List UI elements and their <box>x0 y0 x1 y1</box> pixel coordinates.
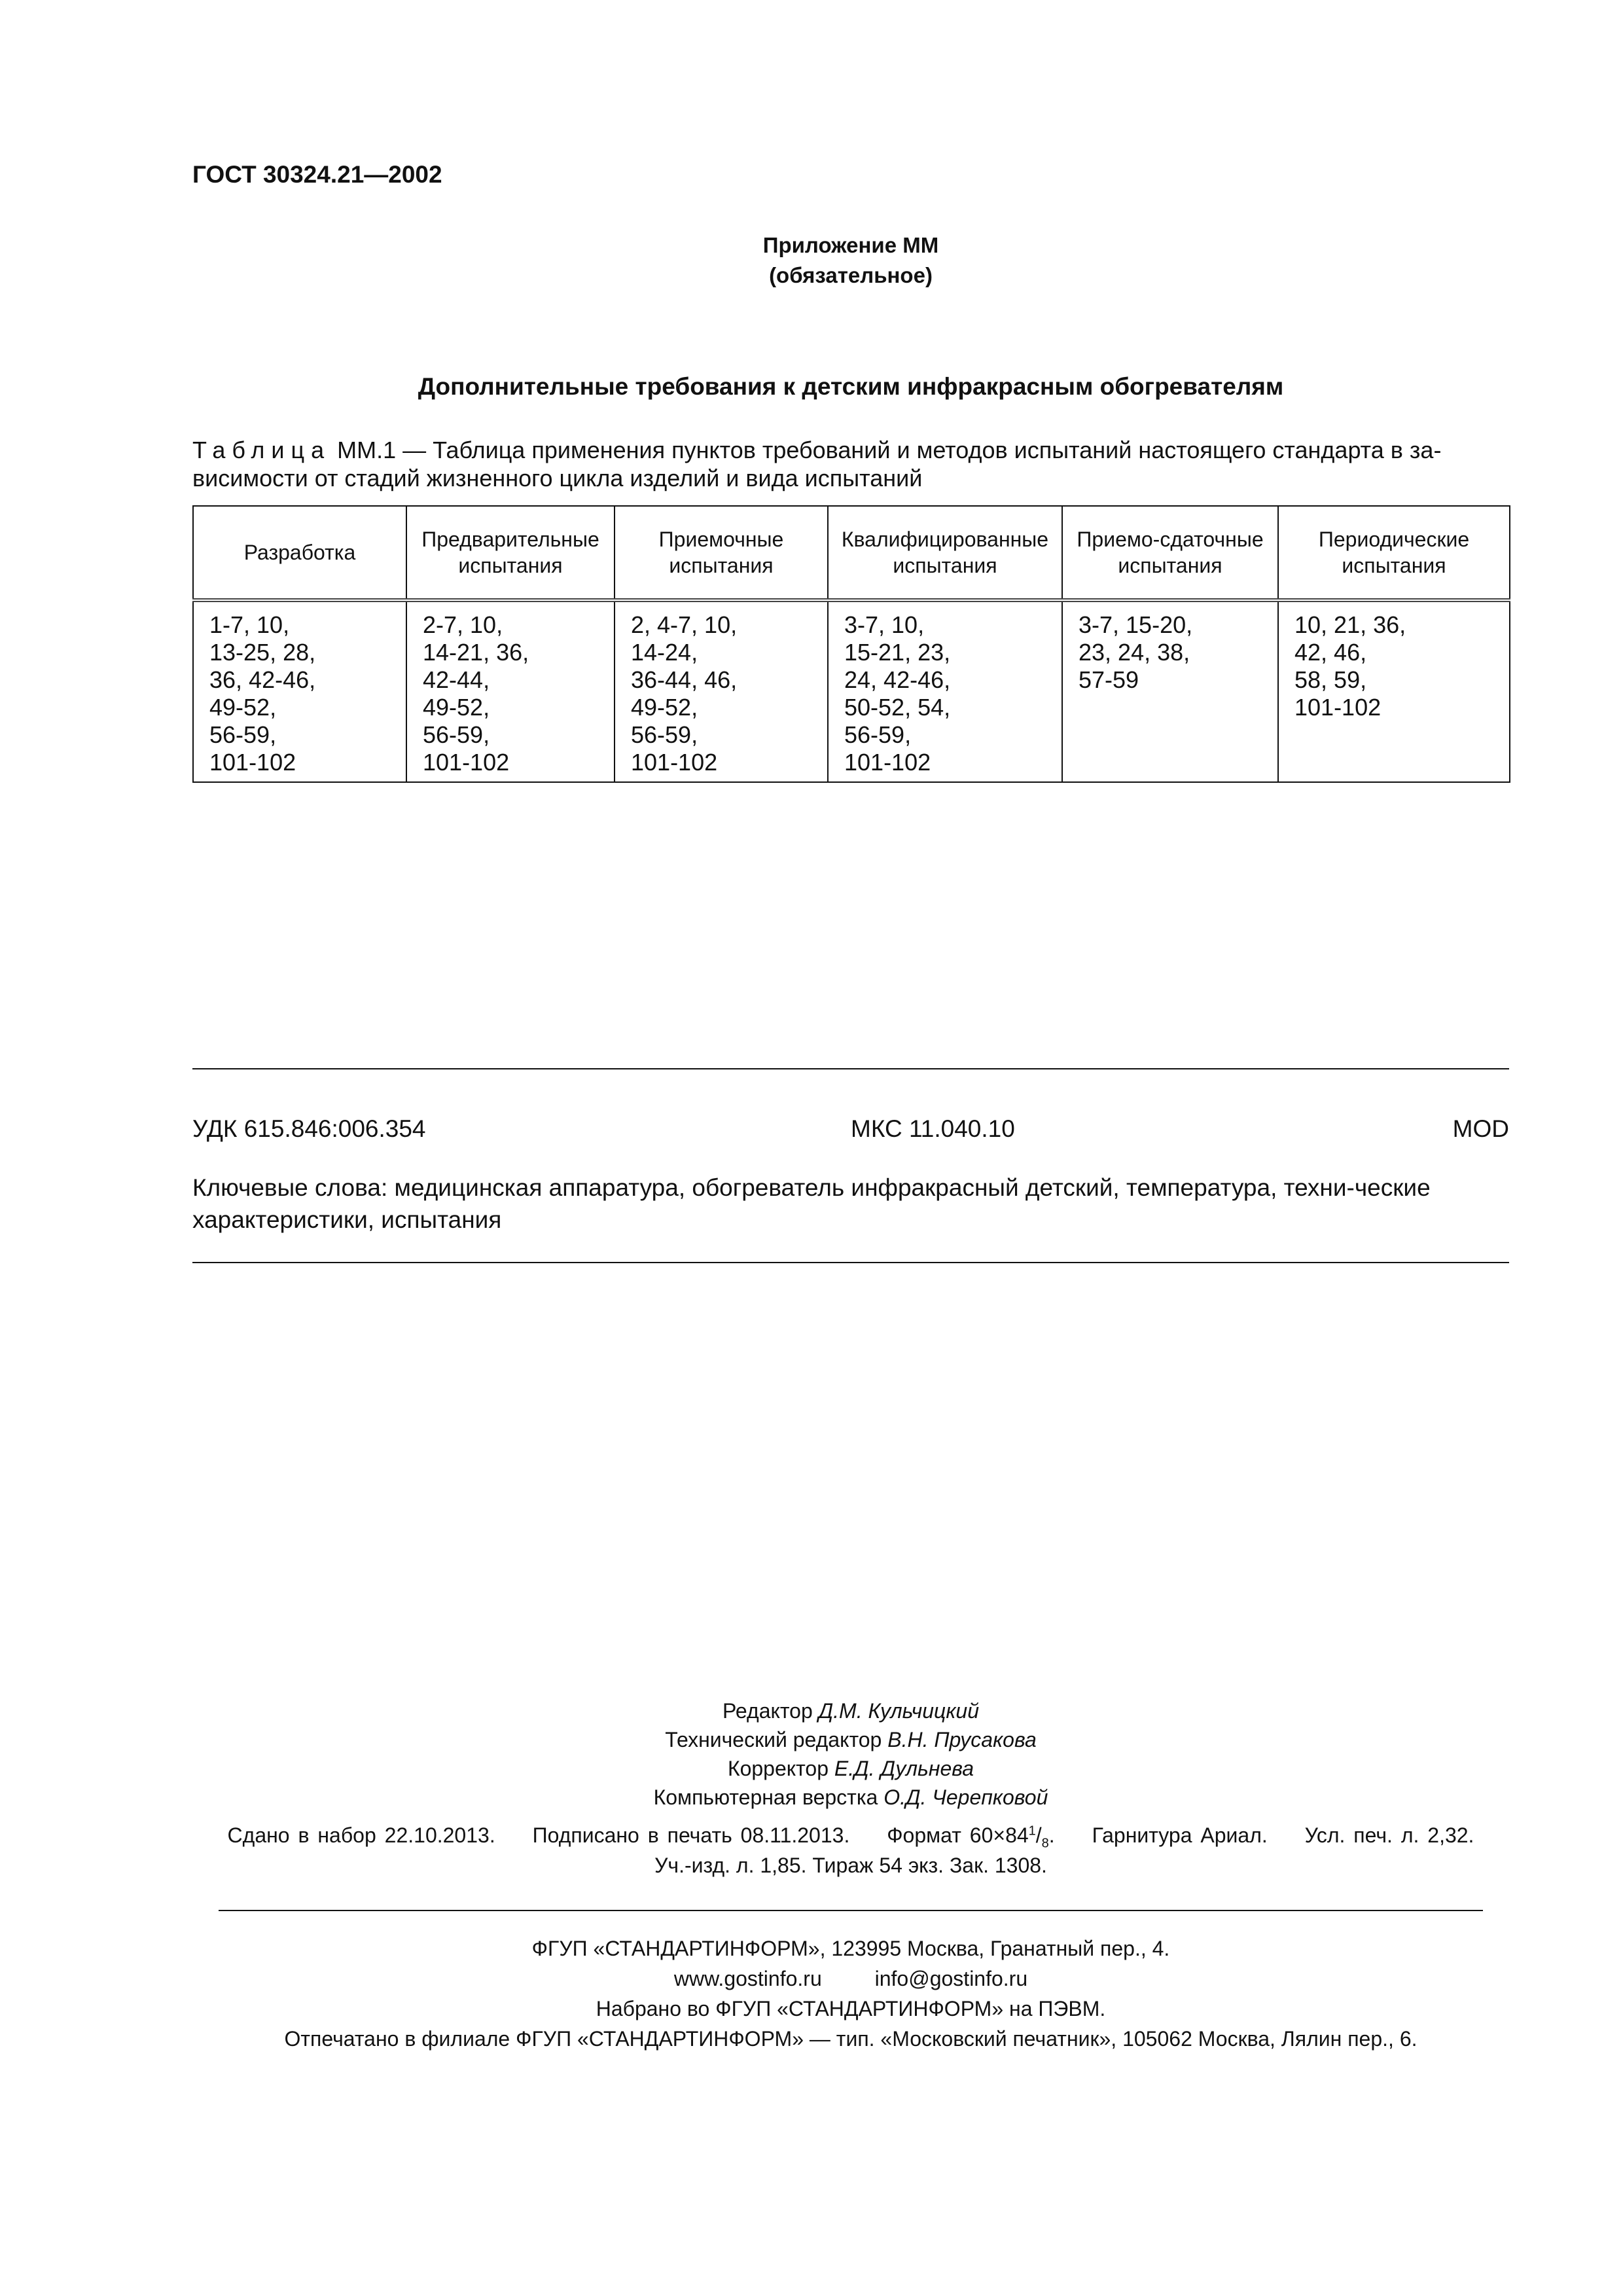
cell-line: 58, 59, <box>1294 666 1367 693</box>
printed-info: Отпечатано в филиале ФГУП «СТАНДАРТИНФОРМ» — тип. «Московский печатник», 105062 Москва, Лялин пер., 6. <box>284 2027 1418 2051</box>
print-sheets: Усл. печ. л. 2,32. <box>1304 1823 1474 1847</box>
print-info <box>192 1823 1509 1851</box>
cell-line: 101-102 <box>844 749 931 776</box>
column-header: Приемочные испытания <box>615 506 828 600</box>
annex-title: Приложение ММ <box>762 233 939 257</box>
publisher-info <box>192 1933 1509 2054</box>
submitted-date: Сдано в набор 22.10.2013. <box>227 1823 495 1847</box>
table-header-row <box>193 506 1510 600</box>
annex-status: (обязательное) <box>769 263 933 287</box>
cell-line: 2-7, 10, <box>423 611 503 638</box>
table-cell <box>406 600 615 782</box>
email-link[interactable]: info@gostinfo.ru <box>874 1967 1028 1990</box>
section-title: Дополнительные требования к детским инфракрасным обогревателям <box>418 373 1284 400</box>
cell-line: 49-52, <box>423 694 490 721</box>
publisher-contacts <box>192 1964 1509 1994</box>
publisher-address: ФГУП «СТАНДАРТИНФОРМ», 123995 Москва, Гранатный пер., 4. <box>531 1937 1170 1960</box>
cell-line: 56-59, <box>631 721 698 748</box>
requirements-table <box>192 505 1510 783</box>
table-row <box>193 600 1510 782</box>
cell-line: 36, 42-46, <box>209 666 316 693</box>
cell-line: 50-52, 54, <box>844 694 951 721</box>
table-cell <box>615 600 828 782</box>
column-header: Предварительные испытания <box>406 506 615 600</box>
cell-line: 13-25, 28, <box>209 639 316 666</box>
cell-line: 14-21, 36, <box>423 639 529 666</box>
credits <box>524 1696 1178 1812</box>
cell-line: 56-59, <box>423 721 490 748</box>
cell-line: 1-7, 10, <box>209 611 290 638</box>
divider <box>219 1910 1483 1911</box>
cell-line: 2, 4-7, 10, <box>631 611 738 638</box>
cell-line: 36-44, 46, <box>631 666 738 693</box>
typeface-info: Гарнитура Ариал. <box>1092 1823 1268 1847</box>
column-header: Периодические испытания <box>1278 506 1510 600</box>
cell-line: 15-21, 23, <box>844 639 951 666</box>
cell-line: 101-102 <box>423 749 510 776</box>
cell-line: 23, 24, 38, <box>1079 639 1190 666</box>
column-header: Квалифицированные испытания <box>828 506 1062 600</box>
format-info: Формат $60\times 84^1/_8$. <box>887 1823 1055 1851</box>
credit-corrector: Корректор Е.Д. Дульнева <box>727 1757 974 1780</box>
table-caption-label: Таблица <box>192 437 331 463</box>
cell-line: 42, 46, <box>1294 639 1367 666</box>
credit-tech-editor: Технический редактор В.Н. Прусакова <box>665 1728 1037 1751</box>
cell-line: 10, 21, 36, <box>1294 611 1406 638</box>
print-info-line2: Уч.-изд. л. 1,85. Тираж 54 экз. Зак. 1308. <box>654 1854 1047 1877</box>
column-header: Приемо-сдаточные испытания <box>1062 506 1278 600</box>
cell-line: 101-102 <box>631 749 718 776</box>
cell-line: 57-59 <box>1079 666 1139 693</box>
cell-line: 56-59, <box>209 721 277 748</box>
mks-code: МКС 11.040.10 <box>851 1115 1015 1142</box>
table-cell <box>828 600 1062 782</box>
keywords: Ключевые слова: медицинская аппаратура, обогреватель инфракрасный детский, температура, техни-ческие характеристики, испытания <box>192 1174 1431 1233</box>
credit-layout: Компьютерная верстка О.Д. Черепковой <box>653 1785 1048 1809</box>
table-cell <box>1278 600 1510 782</box>
cell-line: 42-44, <box>423 666 490 693</box>
cell-line: 3-7, 15-20, <box>1079 611 1193 638</box>
cell-line: 101-102 <box>1294 694 1382 721</box>
column-header: Разработка <box>193 506 406 600</box>
annex-heading <box>654 230 1047 291</box>
signed-date: Подписано в печать 08.11.2013. <box>532 1823 850 1847</box>
divider <box>192 1068 1509 1069</box>
cell-line: 24, 42-46, <box>844 666 951 693</box>
udk-code: УДК 615.846:006.354 <box>192 1115 426 1142</box>
cell-line: 3-7, 10, <box>844 611 925 638</box>
cell-line: 49-52, <box>631 694 698 721</box>
document-code: ГОСТ 30324.21—2002 <box>192 161 442 188</box>
divider <box>192 1262 1509 1263</box>
cell-line: 56-59, <box>844 721 912 748</box>
mod-label: MOD <box>1452 1115 1509 1142</box>
cell-line: 101-102 <box>209 749 296 776</box>
table-cell <box>193 600 406 782</box>
cell-line: 14-24, <box>631 639 698 666</box>
website-link[interactable]: www.gostinfo.ru <box>673 1967 822 1990</box>
cell-line: 49-52, <box>209 694 277 721</box>
typeset-info: Набрано во ФГУП «СТАНДАРТИНФОРМ» на ПЭВМ. <box>596 1997 1106 2020</box>
table-cell <box>1062 600 1278 782</box>
credit-editor: Редактор Д.М. Кульчицкий <box>722 1699 980 1723</box>
table-caption <box>192 436 1509 492</box>
table-caption-text: ММ.1 — Таблица применения пунктов требований и методов испытаний настоящего стандарта в за-висимости от стадий жизненного цикла изделий и вида испытаний <box>192 437 1442 492</box>
